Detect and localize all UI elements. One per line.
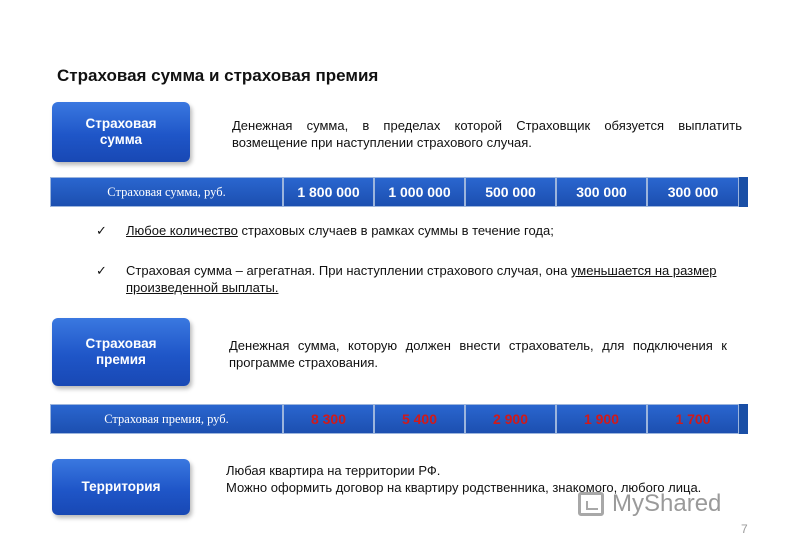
premium-value: 1 700 bbox=[647, 404, 739, 434]
bullet-any-number-underlined: Любое количество bbox=[126, 223, 238, 238]
premium-pill-line1: Страховая bbox=[85, 336, 157, 351]
premium-value: 8 300 bbox=[283, 404, 374, 434]
premium-table-label: Страховая премия, руб. bbox=[50, 404, 283, 434]
premium-pill-line2: премия bbox=[96, 352, 146, 367]
bullet-aggregate-text: Страховая сумма – агрегатная. При наступлении страхового случая, она bbox=[126, 263, 571, 278]
bullet-any-number bbox=[96, 222, 726, 239]
insured-sum-pill-line2: сумма bbox=[99, 132, 143, 147]
page-title: Страховая сумма и страховая премия bbox=[57, 66, 379, 85]
insured-sum-table-label: Страховая сумма, руб. bbox=[50, 177, 283, 207]
premium-description: Денежная сумма, которую должен внести страхователь, для подключения к программе страхования. bbox=[229, 338, 727, 370]
territory-pill: Территория bbox=[52, 459, 190, 515]
page-number: 7 bbox=[741, 522, 748, 536]
watermark-text: MyShared bbox=[612, 490, 722, 517]
bullet-aggregate bbox=[96, 262, 726, 296]
territory-line1: Любая квартира на территории РФ. bbox=[226, 463, 441, 478]
insured-sum-table bbox=[50, 177, 748, 207]
insured-sum-value: 500 000 bbox=[465, 177, 556, 207]
watermark-logo bbox=[578, 490, 721, 518]
insured-sum-pill bbox=[52, 102, 190, 162]
premium-value: 2 900 bbox=[465, 404, 556, 434]
premium-value: 1 900 bbox=[556, 404, 647, 434]
bullet-any-number-text: страховых случаев в рамках суммы в течение года; bbox=[237, 223, 554, 238]
check-icon: ✓ bbox=[96, 263, 107, 278]
territory-line2: Можно оформить договор на квартиру родственника, знакомого, любого лица. bbox=[226, 480, 702, 495]
premium-value: 5 400 bbox=[374, 404, 465, 434]
insured-sum-value: 300 000 bbox=[556, 177, 647, 207]
insured-sum-pill-line1: Страховая bbox=[85, 116, 157, 131]
premium-table bbox=[50, 404, 748, 434]
insured-sum-value: 300 000 bbox=[647, 177, 739, 207]
insured-sum-value: 1 800 000 bbox=[283, 177, 374, 207]
insured-sum-value: 1 000 000 bbox=[374, 177, 465, 207]
check-icon: ✓ bbox=[96, 223, 107, 238]
myshared-logo-icon bbox=[578, 492, 604, 516]
premium-pill bbox=[52, 318, 190, 386]
bullet-aggregate-underlined: уменьшается на размер произведенной выплаты. bbox=[126, 263, 717, 295]
insured-sum-description: Денежная сумма, в пределах которой Страховщик обязуется выплатить возмещение при наступлении страхового случая. bbox=[232, 118, 742, 150]
